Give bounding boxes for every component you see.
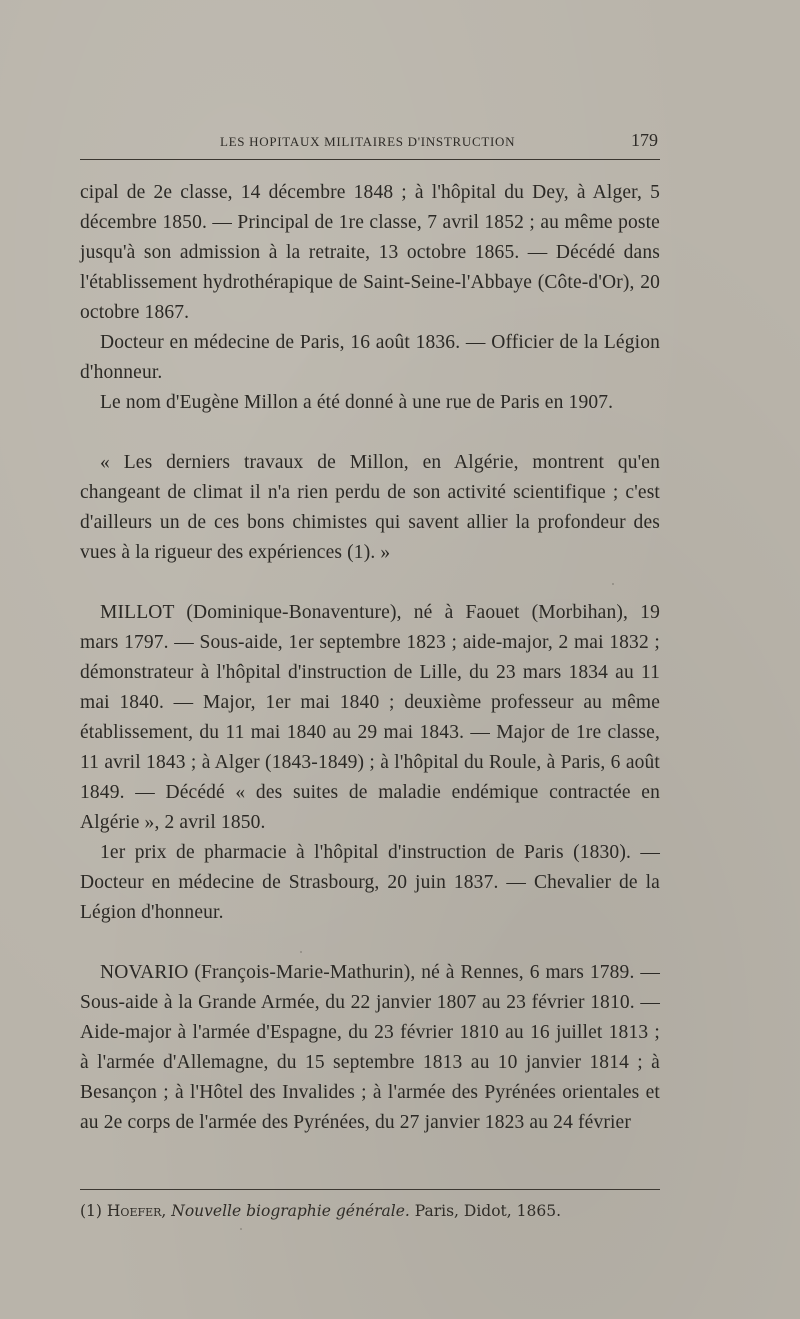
page-number: 179 bbox=[631, 130, 658, 150]
entry-novario: NOVARIO (François-Marie-Mathurin), né à Rennes, 6 mars 1789. — Sous-aide à la Grande Armée, du 22 janvier 1807 au 23 février 1810. — Aide-major à l'armée d'Espagne, du 23 février 1810 au 16 juillet 1813 ; à l'armée d'Allemagne, du 15 septembre 1813 au 10 janvier 1814 ; à Besançon ; à l'Hôtel des Invalides ; à l'armée des Pyrénées orientales et au 2e corps de l'armée des Pyrénées, du 27 janvier 1823 au 24 février bbox=[80, 962, 660, 1133]
paragraph-gap bbox=[80, 568, 660, 598]
running-head: LES HOPITAUX MILITAIRES D'INSTRUCTION bbox=[220, 134, 516, 149]
paragraph-doctorate: Docteur en médecine de Paris, 16 août 1836. — Officier de la Légion d'honneur. bbox=[80, 332, 660, 383]
footnote-publication: Paris, Didot, 1865. bbox=[414, 1202, 561, 1220]
paragraph-quotation: « Les derniers travaux de Millon, en Algérie, montrent qu'en changeant de climat il n'a rien perdu de son activité scientifique ; c'est d'ailleurs un de ces bons chimistes qui savent allier la profondeur des vues à la rigueur des expériences (1). » bbox=[80, 452, 660, 563]
paragraph-continuation: cipal de 2e classe, 14 décembre 1848 ; à l'hôpital du Dey, à Alger, 5 décembre 1850. — Principal de 1re classe, 7 avril 1852 ; au même poste jusqu'à son admission à la retraite, 13 octobre 1865. — Décédé dans l'établissement hydrothérapique de Saint-Seine-l'Abbaye (Côte-d'Or), 20 octobre 1867. bbox=[80, 182, 660, 323]
paragraph-street-name: Le nom d'Eugène Millon a été donné à une rue de Paris en 1907. bbox=[100, 392, 614, 413]
body-text bbox=[80, 178, 660, 1138]
paragraph-gap bbox=[80, 418, 660, 448]
footnote-author: Hoefer, bbox=[106, 1202, 167, 1220]
footnote-rule bbox=[80, 1189, 660, 1190]
page-header bbox=[80, 128, 660, 162]
footnote-marker: (1) bbox=[80, 1202, 102, 1220]
footnote-title: Nouvelle biographie générale. bbox=[171, 1202, 410, 1220]
header-rule bbox=[80, 159, 660, 160]
entry-millot-honours: 1er prix de pharmacie à l'hôpital d'instruction de Paris (1830). — Docteur en médecine de Strasbourg, 20 juin 1837. — Chevalier de la Légion d'honneur. bbox=[80, 842, 660, 923]
entry-millot: MILLOT (Dominique-Bonaventure), né à Faouet (Morbihan), 19 mars 1797. — Sous-aide, 1er septembre 1823 ; aide-major, 2 mai 1832 ; démonstrateur à l'hôpital d'instruction de Lille, du 23 mars 1834 au 11 mai 1840. — Major, 1er mai 1840 ; deuxième professeur au même établissement, du 11 mai 1840 au 29 mai 1843. — Major de 1re classe, 11 avril 1843 ; à Alger (1843-1849) ; à l'hôpital du Roule, à Paris, 6 août 1849. — Décédé « des suites de maladie endémique contractée en Algérie », 2 avril 1850. bbox=[80, 602, 660, 833]
paragraph-gap bbox=[80, 928, 660, 958]
footnote bbox=[80, 1200, 660, 1222]
